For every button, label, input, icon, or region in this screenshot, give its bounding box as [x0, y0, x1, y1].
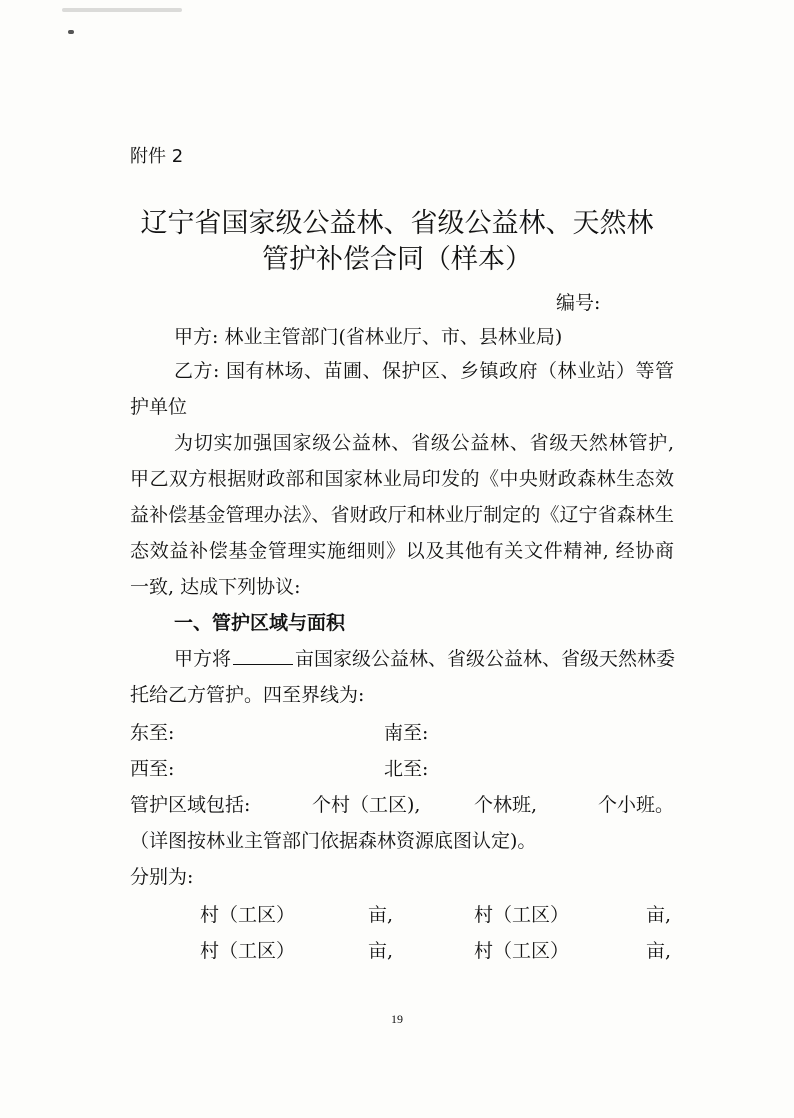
contract-number-label: 编号: [556, 292, 601, 314]
section1-line1 [174, 648, 675, 670]
document-title-line1: 辽宁省国家级公益林、省级公益林、天然林 [140, 208, 654, 239]
attachment-label: 附件 2 [130, 146, 184, 167]
intro-line: 为切实加强国家级公益林、省级公益林、省级天然林管护, [174, 432, 674, 454]
intro-line: 一致, 达成下列协议: [130, 576, 301, 598]
scan-mark [62, 8, 182, 12]
area-includes-label: 管护区域包括: [130, 794, 251, 816]
intro-line: 甲乙双方根据财政部和国家林业局印发的《中央财政森林生态效 [130, 468, 674, 490]
party-a: 甲方: 林业主管部门(省林业厅、市、县林业局) [174, 326, 563, 348]
south-boundary-label: 南至: [384, 722, 429, 744]
village-work-area-label: 村（工区） [200, 940, 296, 962]
respectively-label: 分别为: [130, 866, 194, 888]
party-b-line1: 乙方: 国有林场、苗圃、保护区、乡镇政府（林业站）等管 [174, 360, 674, 382]
sub-class-count-label: 个小班。 [598, 794, 675, 816]
mu-unit-label: 亩, [368, 904, 394, 926]
intro-line: 益补偿基金管理办法》、省财政厅和林业厅制定的《辽宁省森林生 [130, 504, 674, 526]
village-work-area-label: 村（工区） [474, 940, 570, 962]
section1-heading: 一、管护区域与面积 [174, 612, 346, 634]
party-b-line2: 护单位 [130, 396, 188, 418]
section1-line1-prefix: 甲方将 [174, 648, 232, 670]
mu-unit-label: 亩, [646, 940, 672, 962]
north-boundary-label: 北至: [384, 758, 429, 780]
forest-class-count-label: 个林班, [474, 794, 538, 816]
document-title-line2: 管护补偿合同（样本） [262, 244, 532, 275]
mu-unit-label: 亩, [368, 940, 394, 962]
village-work-area-label: 村（工区） [200, 904, 296, 926]
mu-unit-label: 亩, [646, 904, 672, 926]
scan-mark [68, 30, 74, 34]
page-number: 19 [391, 1012, 403, 1026]
intro-line: 态效益补偿基金管理实施细则》以及其他有关文件精神, 经协商 [130, 540, 674, 562]
west-boundary-label: 西至: [130, 758, 175, 780]
section1-line1-suffix: 亩国家级公益林、省级公益林、省级天然林委 [295, 648, 676, 670]
area-blank-field[interactable] [233, 648, 293, 665]
section1-line2: 托给乙方管护。四至界线为: [130, 684, 365, 706]
villages-count-label: 个村（工区), [312, 794, 421, 816]
village-work-area-label: 村（工区） [474, 904, 570, 926]
east-boundary-label: 东至: [130, 722, 175, 744]
map-note: （详图按林业主管部门依据森林资源底图认定)。 [130, 830, 537, 852]
